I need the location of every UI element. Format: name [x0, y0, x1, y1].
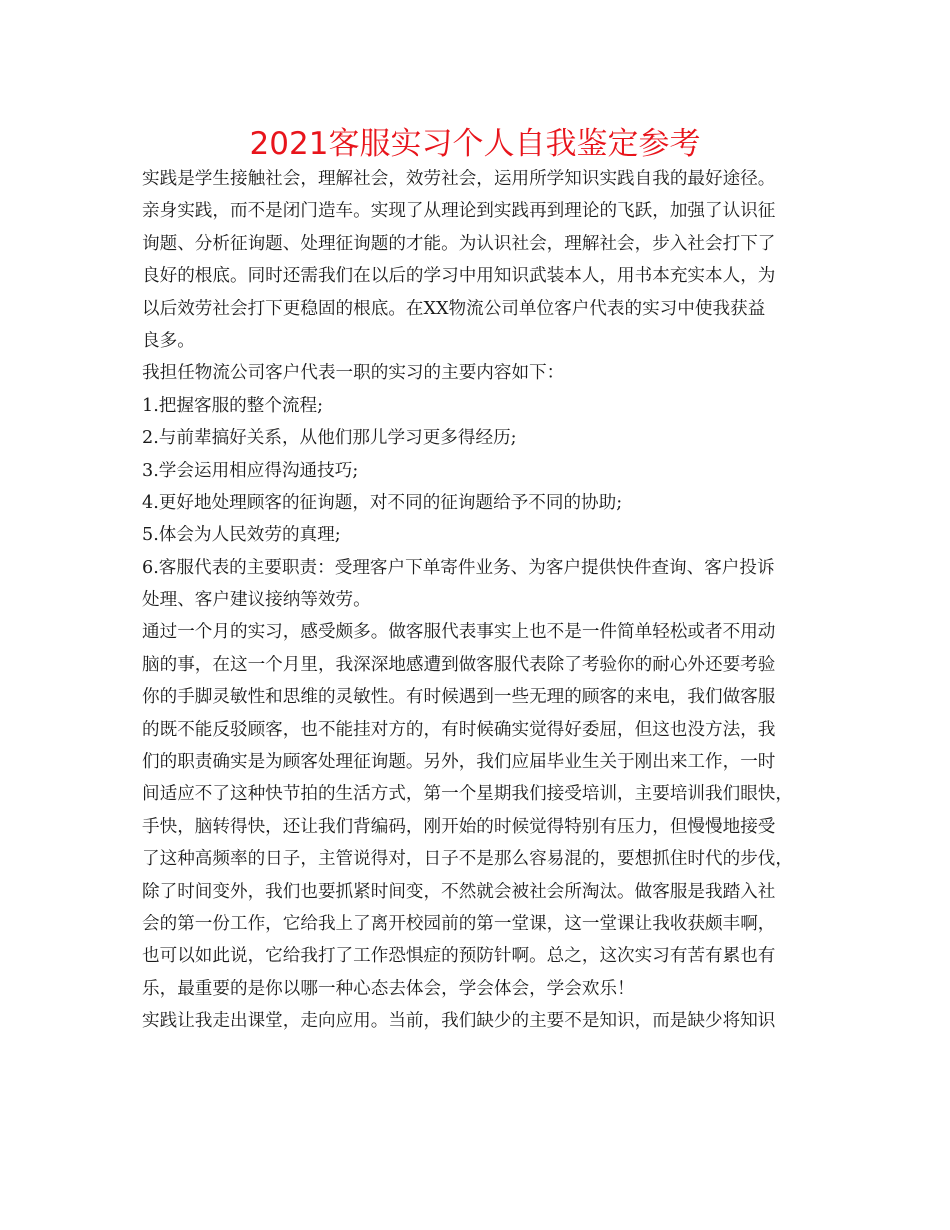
body-line: 1.把握客服的整个流程; [142, 395, 324, 416]
body-line: 5.体会为人民效劳的真理; [142, 525, 341, 546]
body-line: 手快，脑转得快，还让我们背编码，刚开始的时候觉得特别有压力，但慢慢地接受 [142, 816, 776, 837]
body-line: 2.与前辈搞好关系，从他们那儿学习更多得经历; [142, 428, 517, 449]
body-line: 会的第一份工作，它给我上了离开校园前的第一堂课，这一堂课让我收获颇丰啊， [142, 913, 776, 934]
body-line: 你的手脚灵敏性和思维的灵敏性。有时候遇到一些无理的顾客的来电，我们做客服 [142, 687, 776, 708]
body-line: 3.学会运用相应得沟通技巧; [142, 460, 359, 481]
body-line: 询题、分析征询题、处理征询题的才能。为认识社会，理解社会，步入社会打下了 [142, 233, 776, 254]
body-line: 亲身实践，而不是闭门造车。实现了从理论到实践再到理论的飞跃，加强了认识征 [142, 201, 776, 222]
body-line: 的既不能反驳顾客，也不能挂对方的，有时候确实觉得好委屈，但这也没方法，我 [142, 719, 776, 740]
body-line: 实践让我走出课堂，走向应用。当前，我们缺少的主要不是知识，而是缺少将知识 [142, 1011, 776, 1032]
body-line: 除了时间变外，我们也要抓紧时间变，不然就会被社会所淘汰。做客服是我踏入社 [142, 881, 776, 902]
body-line: 良好的根底。同时还需我们在以后的学习中用知识武装本人，用书本充实本人，为 [142, 266, 776, 287]
body-line: 处理、客户建议接纳等效劳。 [142, 590, 371, 611]
body-line: 通过一个月的实习，感受颇多。做客服代表事实上也不是一件简单轻松或者不用动 [142, 622, 776, 643]
body-line: 乐，最重要的是你以哪一种心态去体会，学会体会，学会欢乐！ [142, 978, 635, 999]
body-line: 我担任物流公司客户代表一职的实习的主要内容如下： [142, 363, 565, 384]
body-line: 4.更好地处理顾客的征询题，对不同的征询题给予不同的协助; [142, 492, 623, 513]
body-line: 实践是学生接触社会，理解社会，效劳社会，运用所学知识实践自我的最好途径。 [142, 169, 776, 189]
document-body [142, 163, 822, 1038]
document-title: 2021客服实习个人自我鉴定参考 [249, 126, 701, 162]
body-line: 良多。 [142, 330, 195, 351]
body-line: 6.客服代表的主要职责：受理客户下单寄件业务、为客户提供快件查询、客户投诉 [142, 557, 775, 578]
body-line: 也可以如此说，它给我打了工作恐惧症的预防针啊。总之，这次实习有苦有累也有 [142, 946, 776, 967]
body-line: 以后效劳社会打下更稳固的根底。在XX物流公司单位客户代表的实习中使我获益 [142, 298, 766, 319]
body-line: 了这种高频率的日子，主管说得对，日子不是那么容易混的，要想抓住时代的步伐， [142, 849, 793, 870]
body-line: 脑的事，在这一个月里，我深深地感遭到做客服代表除了考验你的耐心外还要考验 [142, 654, 776, 675]
body-line: 们的职责确实是为顾客处理征询题。另外，我们应届毕业生关于刚出来工作，一时 [142, 752, 776, 773]
body-line: 间适应不了这种快节拍的生活方式，第一个星期我们接受培训，主要培训我们眼快， [142, 784, 793, 805]
